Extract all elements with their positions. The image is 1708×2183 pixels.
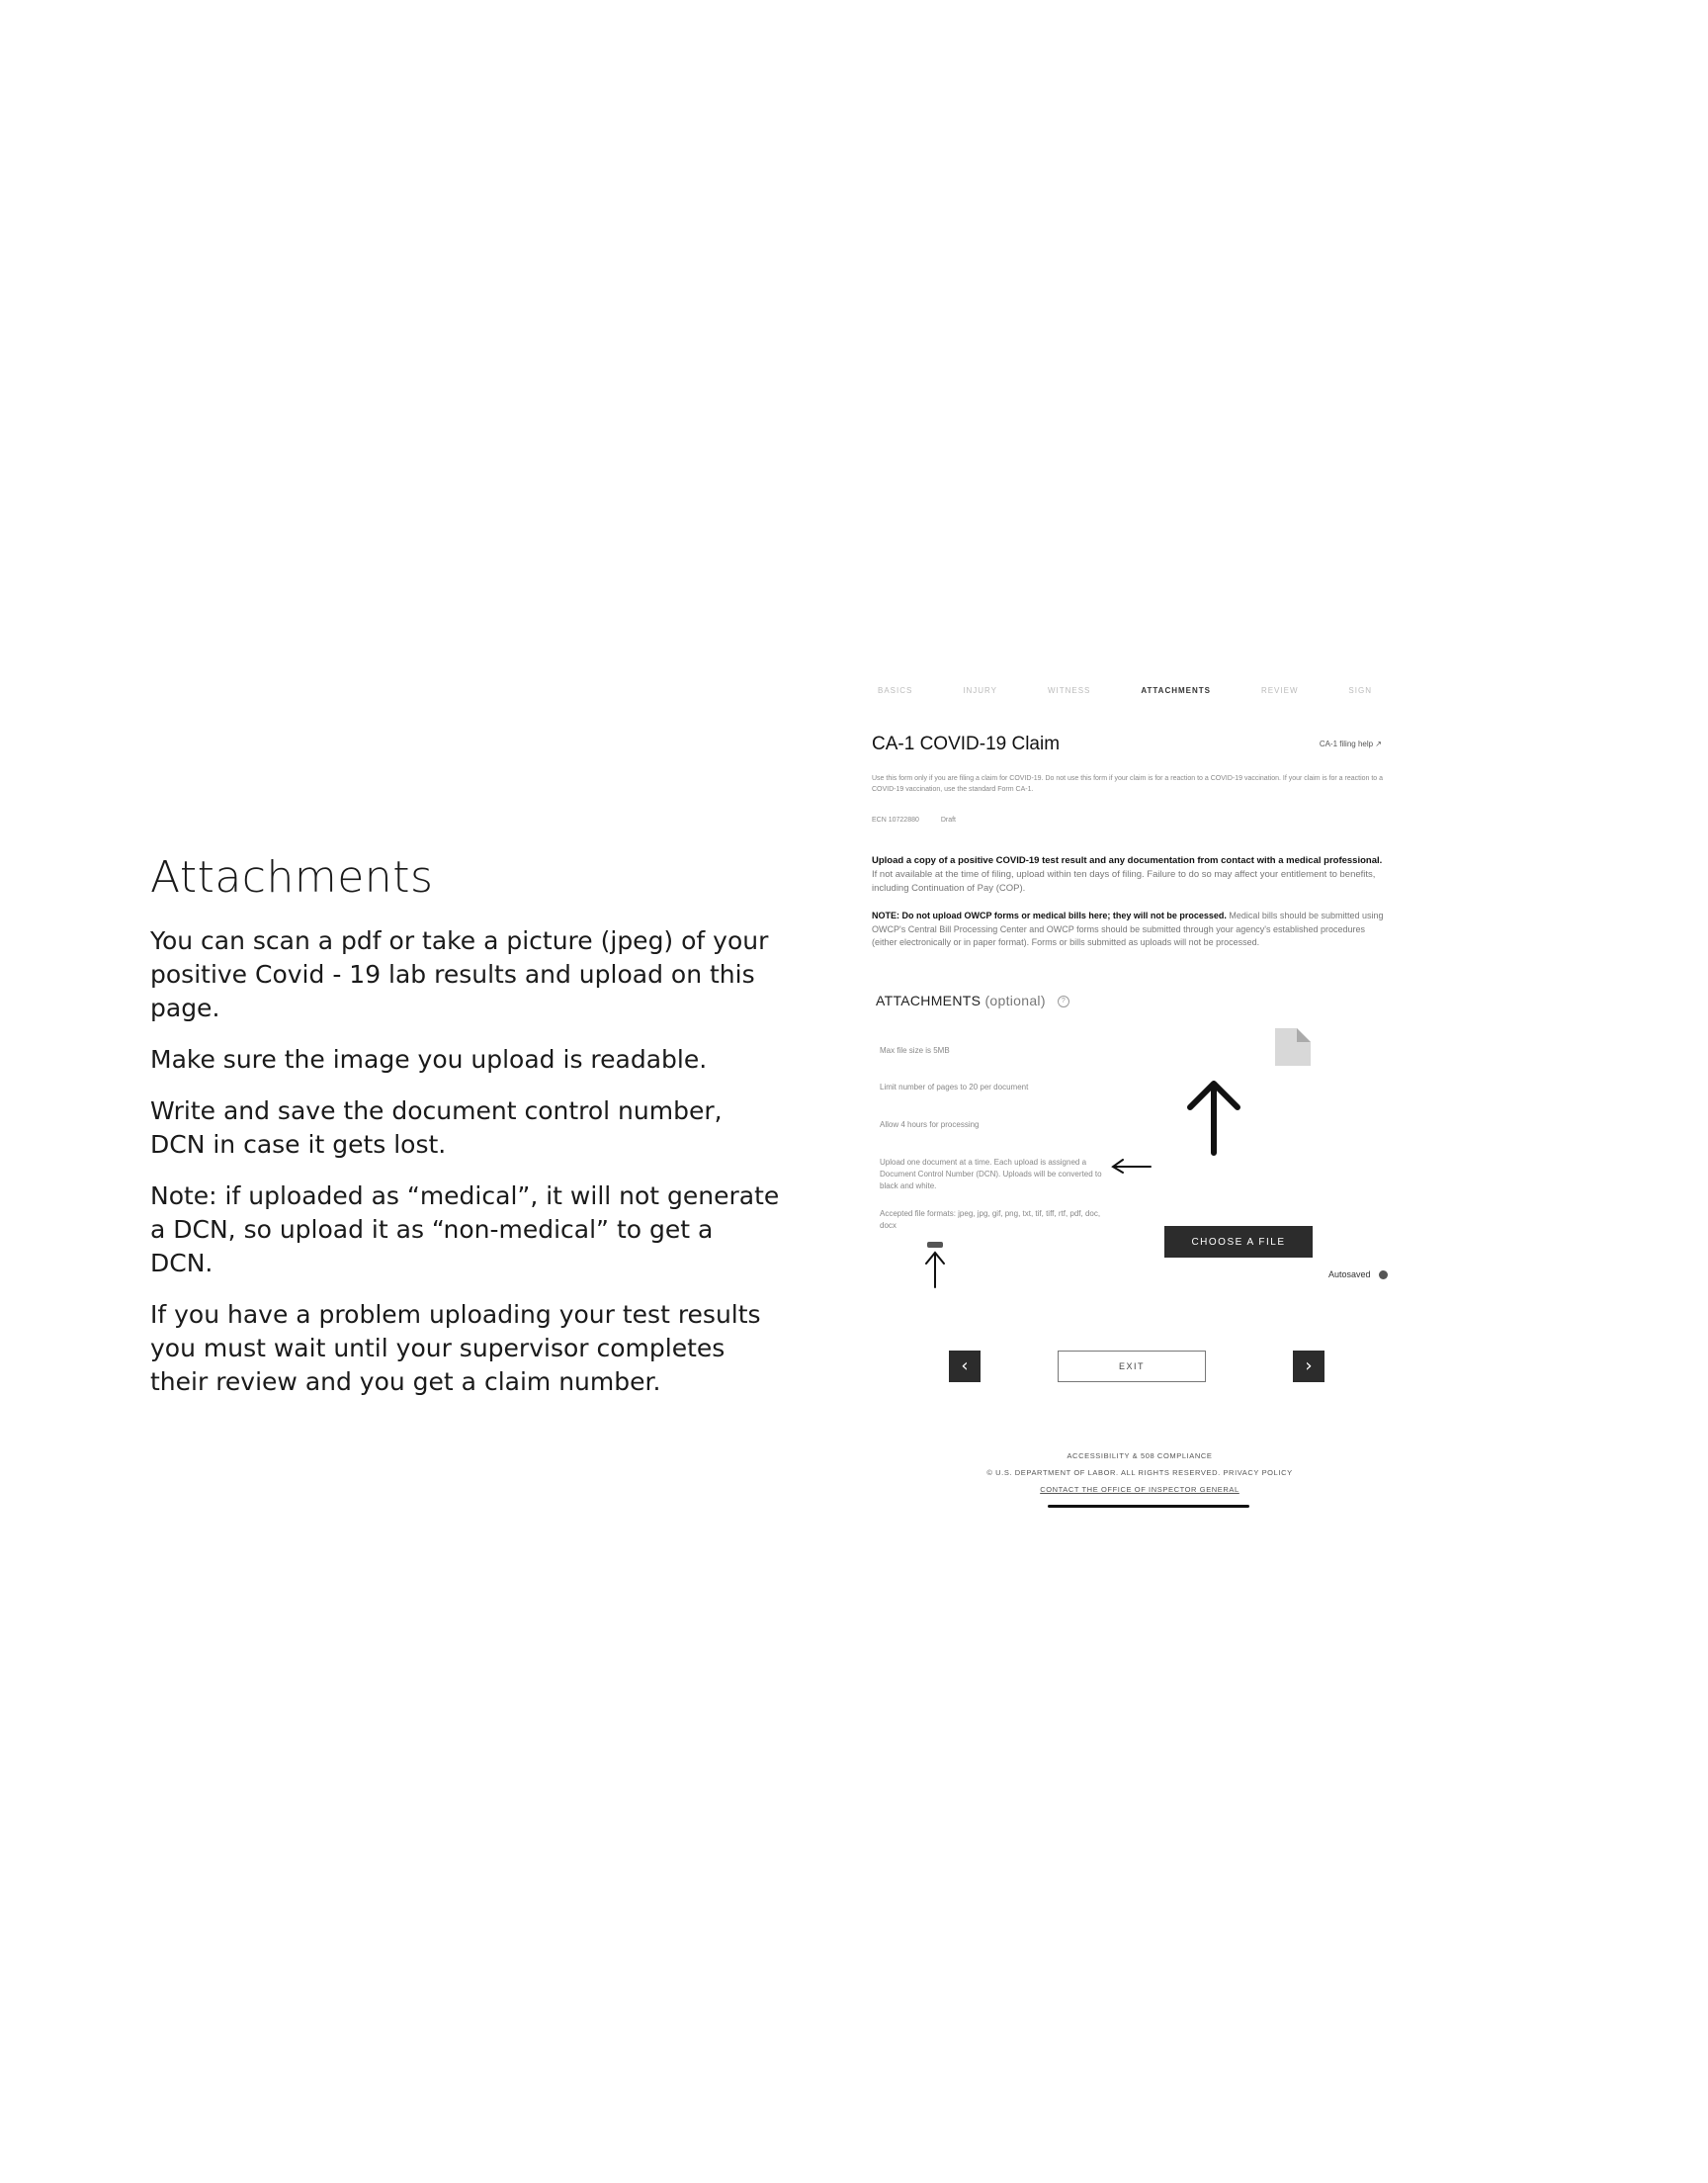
arrow-left-annotation-icon [1109,1157,1153,1177]
upload-note [872,854,1386,896]
instruction-paragraph-5: If you have a problem uploading your test results you must wait until your supervisor completes their review and you get a claim number. [150,1300,761,1396]
rule-max-size: Max file size is 5MB [880,1046,950,1055]
chevron-left-icon: ‹ [961,1355,969,1376]
claim-meta [872,817,976,824]
next-button[interactable] [1293,1351,1324,1382]
attachments-heading [876,993,1069,1008]
contact-inspector-link[interactable]: CONTACT THE OFFICE OF INSPECTOR GENERAL [1040,1485,1239,1494]
step-review[interactable]: REVIEW [1260,686,1299,695]
warning-note-bold: NOTE: Do not upload OWCP forms or medical bills here; they will not be processed. [872,911,1227,920]
exit-button[interactable]: EXIT [1058,1351,1206,1382]
rule-processing: Allow 4 hours for processing [880,1120,980,1129]
instruction-paragraph-4: Note: if uploaded as “medical”, it will not generate a DCN, so upload it as “non-medical” to get a DCN. [150,1181,780,1277]
instruction-paragraph-1: You can scan a pdf or take a picture (jpeg) of your positive Covid - 19 lab results and upload on this page. [150,926,769,1022]
rule-one-at-a-time: Upload one document at a time. Each upload is assigned a Document Control Number (DCN). Uploads will be converted to black and white. [880,1158,1102,1190]
attachments-optional-label: (optional) [984,993,1046,1008]
autosaved-label: Autosaved [1328,1269,1371,1279]
previous-button[interactable] [949,1351,981,1382]
step-sign[interactable]: SIGN [1348,686,1372,695]
step-nav [878,686,1372,695]
arrow-up-small-annotation-icon [923,1250,947,1289]
chevron-right-icon: › [1305,1355,1313,1376]
ecn-number: ECN 10722880 [872,817,919,824]
footer [957,1447,1323,1498]
step-injury[interactable]: INJURY [963,686,998,695]
step-basics[interactable]: BASICS [878,686,913,695]
page-title: CA-1 COVID-19 Claim [872,734,1061,754]
intro-text: Use this form only if you are filing a claim for COVID-19. Do not use this form if your claim is for a reaction to a COVID-19 vaccination. If your claim is for a reaction to a COVID-19 vaccination, use the standard Form CA-1. [872,775,1384,793]
instructions-heading: Attachments [150,852,434,903]
filing-help-link[interactable] [1320,740,1382,748]
step-witness[interactable]: WITNESS [1047,686,1091,695]
arrow-up-large-annotation-icon [1184,1078,1243,1157]
upload-note-bold: Upload a copy of a positive COVID-19 test result and any documentation from contact with a medical professional. [872,855,1383,866]
pdf-highlight-mark [927,1242,943,1248]
check-circle-icon [1379,1270,1388,1279]
instructions-panel [150,852,783,1417]
instruction-paragraph-2: Make sure the image you upload is readable. [150,1045,708,1074]
filing-help-label: CA-1 filing help [1319,740,1374,748]
rule-page-limit: Limit number of pages to 20 per document [880,1083,1029,1092]
file-upload-icon [1273,1028,1313,1068]
warning-note-rest: Medical bills should be submitted using OWCP's Central Bill Processing Center and OWCP forms should be submitted through your agency's established procedures (either electronically or in paper format). Forms or bills submitted as uploads will not be processed. [872,911,1384,947]
attachments-heading-label: ATTACHMENTS [876,993,982,1008]
copyright-text[interactable]: © U.S. DEPARTMENT OF LABOR. ALL RIGHTS RESERVED. PRIVACY POLICY [986,1468,1293,1477]
footer-underline [1048,1505,1249,1508]
autosaved-indicator [1328,1269,1388,1279]
upload-note-rest: If not available at the time of filing, upload within ten days of filing. Failure to do so may affect your entitlement to benefits, including Continuation of Pay (COP). [872,869,1376,894]
warning-note [872,910,1386,950]
rule-file-formats: Accepted file formats: jpeg, jpg, gif, png, txt, tif, tiff, rtf, pdf, doc, docx [880,1209,1101,1230]
accessibility-link[interactable]: ACCESSIBILITY & 508 COMPLIANCE [1067,1451,1213,1460]
step-attachments[interactable]: ATTACHMENTS [1141,686,1212,695]
status-badge: Draft [940,817,956,824]
form-screenshot [858,674,1411,1525]
choose-file-button[interactable]: CHOOSE A FILE [1164,1226,1313,1258]
instruction-paragraph-3: Write and save the document control number, DCN in case it gets lost. [150,1096,723,1159]
info-icon[interactable]: ? [1058,996,1069,1007]
external-link-icon: ↗ [1375,740,1382,748]
